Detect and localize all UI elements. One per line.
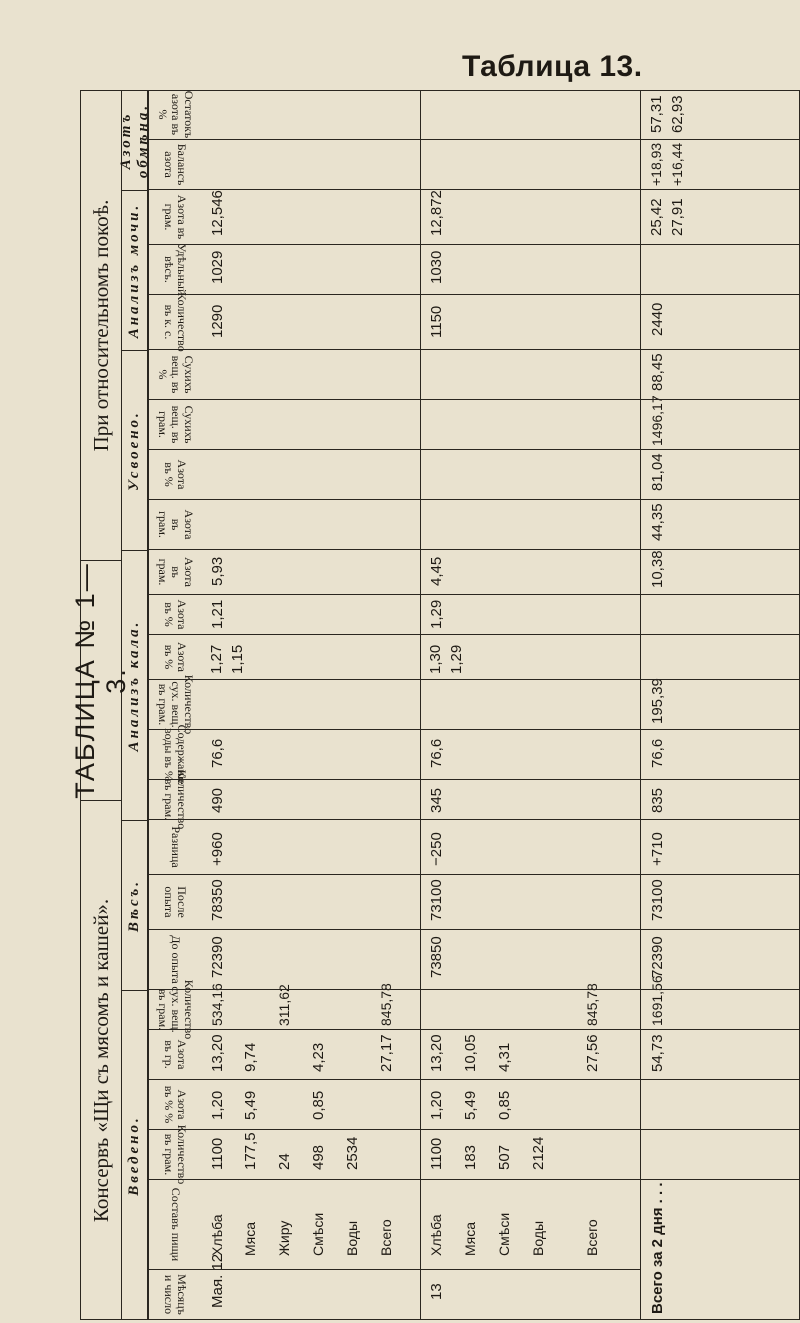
hdr-n-gr: Азота въ гр. (148, 1030, 202, 1080)
day1-pct-mix: 0,85 (309, 1090, 327, 1120)
hdr-w-after: После опыта (148, 875, 202, 930)
day2-separator (420, 90, 421, 1320)
day1-item-total: Всего (378, 1219, 394, 1256)
day1-pct-bread: 1,20 (208, 1090, 226, 1120)
hdr-dry-in: Количество сух. вещ. въ грам. (148, 990, 202, 1030)
day2-f-n-in: 1,29 (427, 599, 445, 629)
hdr-f-n-in: Азота въ % (148, 595, 202, 635)
total-w-after: 73100 (648, 879, 666, 921)
day1-f-n-pct-2: 1,15 (228, 644, 246, 674)
hdr-n-ret: Остатокъ азота въ % (148, 90, 202, 140)
day1-dry-meat: 311,62 (276, 984, 292, 1026)
day1-u-n: 12,546 (208, 190, 226, 236)
total-f-qty: 835 (648, 787, 666, 813)
day2-f-n-pct-1: 1,30 (426, 644, 444, 674)
hdr-f-water: Содержанiе воды въ % (148, 730, 202, 780)
day1-ngr-mix: 4,23 (309, 1042, 327, 1072)
grid-line (202, 594, 800, 595)
day2-f-qty: 345 (427, 787, 445, 813)
grid-line (202, 244, 800, 245)
day2-item-bread: Хлѣба (428, 1214, 444, 1256)
day2-w-after: 73100 (427, 879, 445, 921)
day2-qty-water: 2124 (529, 1136, 547, 1170)
day2-ngr-mix: 4,31 (495, 1042, 513, 1072)
day2-qty-mix: 507 (495, 1144, 513, 1170)
group-feces: Анализъ кала. (122, 550, 148, 820)
grid-line (148, 349, 800, 350)
rotated-table (70, 90, 800, 1320)
day2-u-sg: 1030 (427, 250, 445, 284)
day2-item-total: Всего (584, 1219, 600, 1256)
total-f-n-gr: 10,38 (648, 550, 666, 588)
total-n-ret-2: 62,93 (668, 95, 686, 133)
day2-qty-meat: 183 (461, 1144, 479, 1170)
group-urine: Анализъ мочи. (122, 190, 148, 350)
day1-ngr-meat: 9,74 (241, 1042, 259, 1072)
day1-qty-mix: 498 (309, 1144, 327, 1170)
title-sub-right: При относительномъ покоѣ. (80, 90, 122, 560)
day2-w-before: 73850 (427, 936, 445, 978)
day2-f-water: 76,6 (427, 738, 445, 768)
day2-ngr-total: 27,56 (583, 1034, 601, 1072)
group-nitrogen: Азотъ обмѣна. (122, 90, 148, 190)
hdr-qty: Количество въ грам. (148, 1130, 202, 1180)
grid-line (148, 549, 800, 550)
hdr-f-dry: Количество сух. вещ. въ грам. (148, 680, 202, 730)
day2-ngr-bread: 13,20 (427, 1034, 445, 1072)
grid-line (202, 1179, 800, 1180)
total-balance-1: +18,93 (648, 142, 664, 186)
hdr-balance: Балансъ азота (148, 140, 202, 190)
day2-item-water: Воды (530, 1220, 546, 1256)
total-balance-2: +16,44 (669, 142, 685, 186)
hdr-a-dry-pct: Сухихъ вещ. въ % (148, 350, 202, 400)
hdr-f-n-pct: Азота въ % (148, 635, 202, 680)
day1-w-before: 72390 (208, 936, 226, 978)
day1-qty-meat: 177,5 (241, 1132, 259, 1170)
day1-w-after: 78350 (208, 879, 226, 921)
day1-u-qty: 1290 (208, 304, 226, 338)
day2-pct-mix: 0,85 (495, 1090, 513, 1120)
grid-line (202, 399, 800, 400)
day1-item-bread: Хлѣба (209, 1214, 225, 1256)
grid-line (148, 189, 800, 190)
grid-line (202, 679, 800, 680)
grid-line (202, 1129, 800, 1130)
total-a-n-gr: 44,35 (648, 503, 666, 541)
total-n-gr: 54,73 (648, 1034, 666, 1072)
grid-line (202, 874, 800, 875)
title-main: ТАБЛИЦА № 1—3. (80, 560, 122, 800)
day2-u-n: 12,872 (427, 190, 445, 236)
day1-dry-total: 845,78 (378, 983, 394, 1026)
day1-qty-fat: 24 (275, 1153, 293, 1170)
group-weight: Вѣсъ. (122, 820, 148, 990)
total-w-diff: +710 (648, 832, 666, 866)
day2-qty-bread: 1100 (427, 1137, 445, 1170)
day1-item-meat: Мяса (242, 1221, 258, 1256)
grid-line (80, 90, 800, 91)
title-sub-left: Консервъ «Щи съ мясомъ и кашей». (80, 800, 122, 1320)
hdr-a-n-gr: Азота въ грам. (148, 500, 202, 550)
grid-line (202, 449, 800, 450)
grid-line (148, 819, 800, 820)
table-label: Таблица 13. (462, 50, 643, 83)
total-a-dry-gr: 1496,17 (649, 395, 665, 446)
total-separator (640, 90, 641, 1320)
day2-dry-total: 845,78 (584, 983, 600, 1026)
day1-qty-water: 2534 (343, 1136, 361, 1170)
day1-w-diff: +960 (208, 832, 226, 866)
total-f-dry: 195,39 (648, 678, 666, 724)
day2-item-mix: Смѣси (496, 1212, 512, 1256)
hdr-u-sg: Удѣльный вѣсъ. (148, 245, 202, 295)
day1-ngr-total: 27,17 (377, 1034, 395, 1072)
hdr-items: Составъ пищи (148, 1180, 202, 1270)
total-u-n-2: 27,91 (668, 198, 686, 236)
hdr-u-qty: Количество въ к. с. (148, 295, 202, 350)
hdr-f-n-gr: Азота въ грам. (148, 550, 202, 595)
day1-date: Мая. 12 (208, 1253, 226, 1308)
day1-f-n-gr: 5,93 (208, 556, 226, 586)
total-w-before: 72390 (648, 936, 666, 978)
hdr-u-n: Азота въ грам. (148, 190, 202, 245)
day1-dry-bread: 534,16 (209, 983, 225, 1026)
grid-line (202, 729, 800, 730)
hdr-date: Мѣсяцъ и число (148, 1270, 202, 1320)
day2-f-n-pct-2: 1,29 (447, 644, 465, 674)
day1-qty-bread: 1100 (208, 1137, 226, 1170)
grid-line (202, 499, 800, 500)
grid-line (80, 1319, 800, 1320)
total-label: Всего за 2 дня . . . (648, 1182, 666, 1314)
hdr-w-diff: Разница (148, 820, 202, 875)
grid-line (202, 294, 800, 295)
hdr-f-qty: Количество въ грам. (148, 780, 202, 820)
hdr-a-n-pct: Азота въ % (148, 450, 202, 500)
grid-line (202, 139, 800, 140)
day1-ngr-bread: 13,20 (208, 1034, 226, 1072)
grid-line (202, 634, 800, 635)
hdr-a-dry-gr: Сухихъ вещ. въ грам. (148, 400, 202, 450)
hdr-w-before: До опыта (148, 930, 202, 990)
grid-line (202, 1029, 800, 1030)
total-f-water: 76,6 (648, 738, 666, 768)
total-dry: 1691,56 (649, 975, 665, 1026)
grid-line (148, 989, 800, 990)
day2-f-n-gr: 4,45 (427, 556, 445, 586)
day2-u-qty: 1150 (427, 305, 445, 338)
day2-pct-meat: 5,49 (461, 1090, 479, 1120)
grid-line (202, 929, 800, 930)
group-food: Введено. (122, 990, 148, 1320)
day2-w-diff: −250 (427, 832, 445, 866)
day2-pct-bread: 1,20 (427, 1090, 445, 1120)
day1-f-n-in: 1,21 (208, 599, 226, 629)
day2-item-meat: Мяса (462, 1221, 478, 1256)
day1-f-n-pct-1: 1,27 (207, 644, 225, 674)
day1-f-water: 76,6 (208, 738, 226, 768)
day1-item-water: Воды (344, 1220, 360, 1256)
day1-u-sg: 1029 (208, 250, 226, 284)
day2-ngr-meat: 10,05 (461, 1034, 479, 1072)
total-u-qty: 2440 (648, 302, 666, 336)
day1-f-qty: 490 (208, 787, 226, 813)
grid-line (202, 1269, 640, 1270)
group-absorption: Усвоено. (122, 350, 148, 550)
hdr-n-pct: Азота въ % % (148, 1080, 202, 1130)
grid-line (202, 1079, 800, 1080)
day2-date: 13 (427, 1283, 445, 1300)
total-a-dry-pct: 88,45 (648, 353, 666, 391)
total-n-ret-1: 57,31 (647, 95, 665, 133)
day1-pct-meat: 5,49 (241, 1090, 259, 1120)
day1-item-fat: Жиру (276, 1220, 292, 1256)
grid-line (202, 779, 800, 780)
total-a-n-pct: 81,04 (648, 453, 666, 491)
day1-item-mix: Смѣси (310, 1212, 326, 1256)
total-u-n-1: 25,42 (647, 198, 665, 236)
